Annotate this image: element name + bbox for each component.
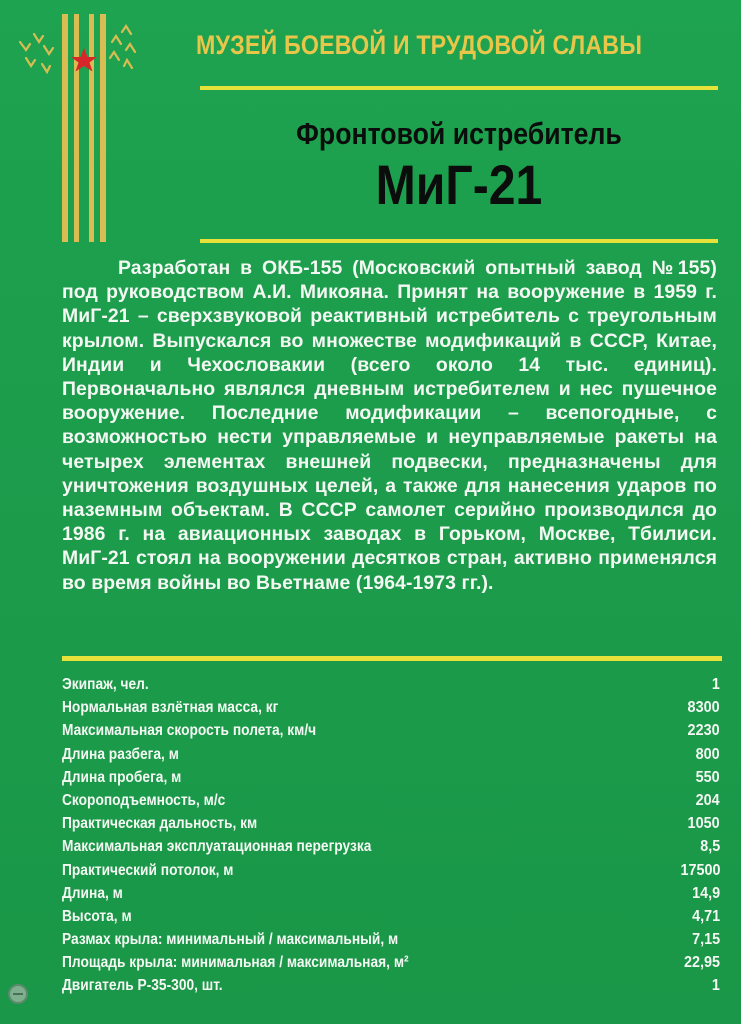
spec-row	[62, 676, 720, 699]
spec-row	[62, 954, 720, 977]
museum-title: МУЗЕЙ БОЕВОЙ И ТРУДОВОЙ СЛАВЫ	[196, 30, 643, 60]
museum-emblem-icon	[14, 12, 144, 244]
spec-row	[62, 885, 720, 908]
spec-label: Размах крыла: минимальный / максимальный, м	[62, 931, 399, 949]
spec-row	[62, 977, 720, 1000]
specs-divider	[62, 656, 722, 661]
spec-row	[62, 815, 720, 838]
spec-row	[62, 862, 720, 885]
aircraft-name-heading: МиГ-21	[375, 153, 543, 216]
spec-label: Скороподъемность, м/с	[62, 791, 226, 809]
screw-icon	[4, 980, 32, 1008]
spec-value: 1	[711, 977, 720, 995]
spec-row	[62, 908, 720, 931]
spec-row	[62, 792, 720, 815]
spec-value: 7,15	[691, 931, 720, 949]
spec-label: Площадь крыла: минимальная / максимальная, м²	[62, 954, 409, 972]
spec-label: Высота, м	[62, 907, 132, 925]
spec-value: 800	[695, 745, 720, 763]
spec-value: 550	[695, 768, 720, 786]
spec-row	[62, 746, 720, 769]
spec-label: Экипаж, чел.	[62, 676, 149, 693]
spec-row	[62, 699, 720, 722]
spec-label: Двигатель Р-35-300, шт.	[62, 977, 223, 995]
spec-value: 14,9	[691, 884, 720, 902]
spec-label: Длина разбега, м	[62, 745, 179, 763]
spec-row	[62, 931, 720, 954]
spec-value: 8300	[687, 699, 720, 717]
spec-value: 22,95	[683, 954, 720, 972]
spec-value: 204	[695, 791, 720, 809]
spec-label: Нормальная взлётная масса, кг	[62, 699, 279, 717]
spec-label: Максимальная эксплуатационная перегрузка	[62, 838, 372, 856]
spec-label: Длина пробега, м	[62, 768, 182, 786]
title-divider	[200, 239, 718, 243]
spec-value: 1050	[687, 815, 720, 833]
spec-row	[62, 722, 720, 745]
header-divider	[200, 86, 718, 90]
spec-value: 17500	[679, 861, 720, 879]
spec-row	[62, 769, 720, 792]
spec-label: Длина, м	[62, 884, 123, 902]
spec-label: Практическая дальность, км	[62, 815, 258, 833]
aircraft-description: Разработан в ОКБ-155 (Московский опытный завод №155) под руководством А.И. Микояна. Принят на вооружение в 1959 г. МиГ-21 – сверхзвуковой реактивный истребитель с треугольным крылом. Выпускался во множестве модификаций в СССР, Китае, Индии и Чехословакии (всего около 14 тыс. единиц). Первоначально являлся дневным истребителем и нес пушечное вооружение. Последние модификации – всепогодные, с возможностью нести управляемые и неуправляемые ракеты на четырех элементах внешней подвески, предназначены для уничтожения воздушных целей, а также для нанесения ударов по наземным объектам. В СССР самолет серийно производился до 1986 г. на авиационных заводах в Горьком, Москве, Тбилиси. МиГ-21 стоял на вооружении десятков стран, активно применялся во время войны во Вьетнаме (1964-1973 гг.).	[62, 257, 717, 594]
spec-value: 2230	[687, 722, 720, 740]
spec-label: Максимальная скорость полета, км/ч	[62, 722, 317, 740]
specs-table	[62, 676, 720, 1001]
spec-row	[62, 838, 720, 861]
spec-value: 8,5	[699, 838, 720, 856]
spec-label: Практический потолок, м	[62, 861, 234, 879]
aircraft-class-heading: Фронтовой истребитель	[296, 116, 622, 151]
spec-value: 4,71	[691, 907, 720, 925]
spec-value: 1	[711, 676, 720, 693]
